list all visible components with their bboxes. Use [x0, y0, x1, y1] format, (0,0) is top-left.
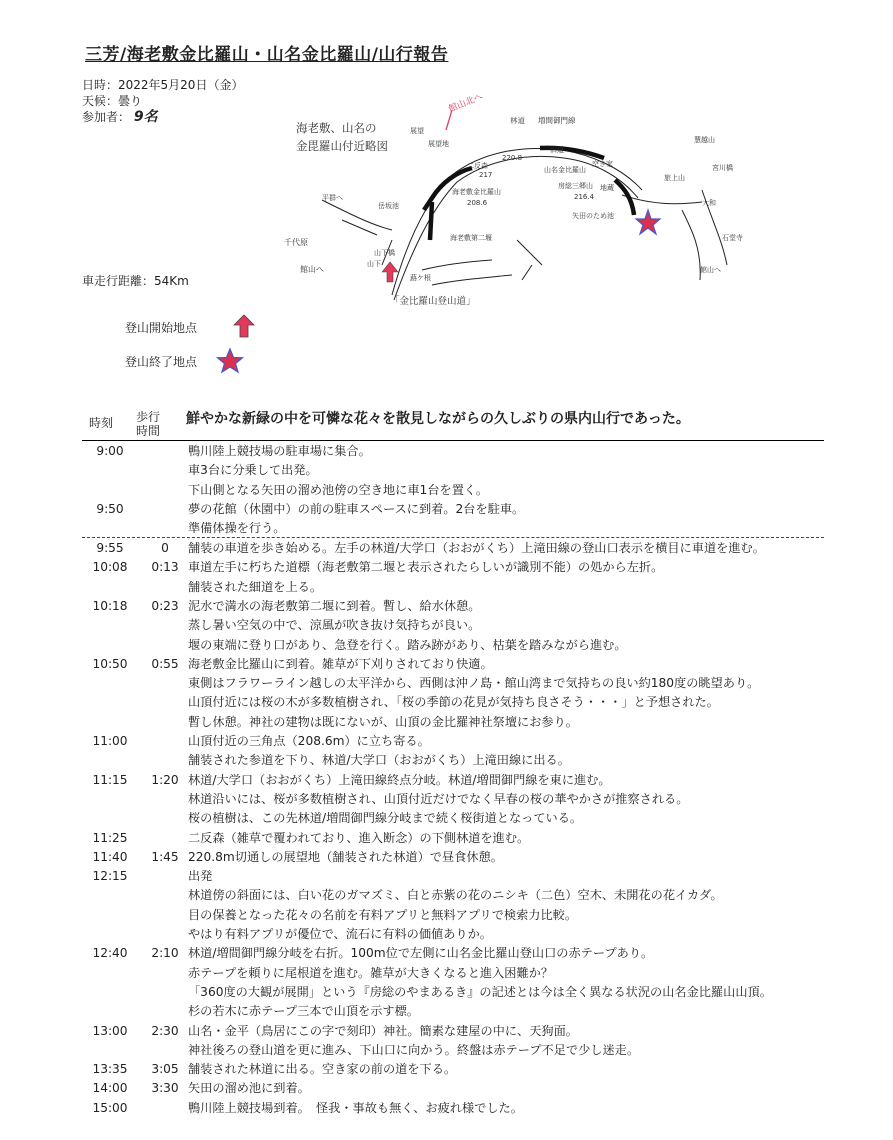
date: 日時：2022年5月20日（金） — [82, 78, 244, 92]
map-label: 二反森 — [467, 162, 488, 170]
table-row — [80, 963, 840, 983]
row-time: 10:50 — [92, 656, 128, 671]
lead-sentence: 鮮やかな新緑の中を可憐な花々を散見しながらの久しぶりの県内山行であった。 — [186, 411, 690, 427]
map-label: 館山へ — [700, 266, 721, 274]
row-time: 11:15 — [92, 772, 128, 787]
map-caption: 「金比羅山登山道」 — [390, 296, 476, 307]
table-row — [80, 828, 840, 848]
table-row — [80, 692, 840, 712]
map-label: 216.4 — [574, 193, 595, 201]
row-description: 海老敷金比羅山に到着。雑草が下刈りされており快適。 — [188, 656, 493, 671]
end-star-icon — [216, 347, 244, 374]
table-row — [80, 847, 840, 867]
table-row — [80, 885, 840, 905]
map-label: 山下 — [367, 260, 381, 268]
map-title-line1: 海老敷、山名の — [296, 121, 377, 135]
row-description: 林道/増間御門線分岐を右折。100m位で左側に山名金比羅山登山口の赤テープあり。 — [188, 946, 654, 961]
map-label: 208.6 — [467, 199, 488, 207]
row-time: 10:08 — [92, 560, 128, 575]
row-description: 矢田の溜め池に到着。 — [188, 1081, 310, 1096]
row-time: 11:40 — [92, 849, 128, 864]
table-row — [80, 905, 840, 925]
row-description: 杉の若木に赤テープ三本で山頂を示す標。 — [188, 1004, 419, 1019]
table-row — [80, 943, 840, 963]
map-label: 海老敷第二堰 — [450, 234, 492, 242]
row-description: やはり有料アプリが優位で、流石に有料の価値ありか。 — [188, 927, 492, 941]
row-description: 林道傍の斜面には、白い花のガマズミ、白と赤紫の花のニシキ（二色）空木、未開花の花イカダ。 — [188, 888, 723, 903]
table-row — [80, 635, 840, 655]
legend-start-label: 登山開始地点 — [125, 321, 198, 335]
row-walk-time: 3:30 — [151, 1081, 179, 1096]
table-row — [80, 1098, 840, 1118]
row-description: 山名・金平（鳥居にこの字で刻印）神社。簡素な建屋の中に、天狗面。 — [188, 1023, 578, 1038]
row-description: 暫し休憩。神社の建物は既にないが、山頂の金比羅神社祭壇にお参り。 — [188, 714, 578, 729]
map-label: 旧道 — [550, 146, 564, 154]
row-description: 車道左手に朽ちた道標（海老敷第二堰と表示されたらしいが識別不能）の処から左折。 — [188, 560, 664, 575]
map-label: 217 — [479, 171, 493, 179]
start-arrow-icon — [232, 313, 256, 339]
row-description: 出発 — [188, 869, 213, 884]
table-row — [80, 577, 840, 597]
row-description: 山頂付近には桜の木が多数植樹され、「桜の季節の花見が気持ち良さそう・・・」と予想された。 — [188, 695, 719, 710]
table-row — [80, 982, 840, 1002]
table-row — [80, 615, 840, 635]
row-description: 鴨川陸上競技場到着。 怪我・事故も無く、お疲れ様でした。 — [188, 1100, 523, 1115]
row-description: 泥水で満水の海老敷第二堰に到着。暫し、給水休憩。 — [188, 598, 481, 613]
map-label: 空き家 — [592, 160, 613, 168]
map-label: 大和 — [702, 199, 716, 207]
map-label: 地蔵 — [600, 184, 614, 192]
report-title: 三芳/海老敷金比羅山・山名金比羅山/山行報告 — [85, 45, 449, 65]
map-label: 旅上山 — [664, 174, 685, 182]
row-time: 9:00 — [96, 444, 124, 458]
row-time: 15:00 — [92, 1100, 128, 1115]
row-walk-time: 0:55 — [151, 656, 179, 671]
row-time: 13:35 — [92, 1062, 128, 1077]
table-row — [80, 731, 840, 751]
map-label: 増間御門線 — [538, 116, 576, 125]
map-label: 山下橋 — [374, 249, 395, 257]
col-walk-header-line1: 歩行 — [135, 410, 160, 424]
col-walk-header-line2: 時間 — [135, 424, 160, 438]
map-label: 宮川橋 — [712, 164, 733, 172]
table-row — [80, 750, 840, 770]
map-label: 千代原 — [284, 238, 308, 247]
map-label: 海老敷金比羅山 — [452, 188, 501, 196]
row-walk-time: 0:13 — [151, 560, 179, 575]
map-label: 蕗ケ根 — [410, 274, 431, 282]
row-walk-time: 0 — [161, 541, 169, 555]
table-row — [80, 499, 840, 519]
row-description: 準備体操を行う。 — [188, 521, 286, 536]
table-row — [80, 1059, 840, 1079]
row-time: 11:25 — [92, 830, 128, 845]
row-description: 下山側となる矢田の溜め池傍の空き地に車1台を置く。 — [188, 482, 489, 497]
row-description: 220.8m切通しの展望地（舗装された林道）で昼食休憩。 — [188, 849, 503, 864]
row-walk-time: 1:20 — [151, 772, 179, 787]
participants-value: 9名 — [133, 109, 158, 125]
table-row — [80, 557, 840, 577]
table-row — [80, 480, 840, 500]
map-label: 平群へ — [322, 194, 343, 202]
row-description: 目の保養となった花々の名前を有料アプリと無料アプリで検索力比較。 — [188, 907, 578, 922]
map-label: 展望 — [410, 127, 424, 135]
row-description: 蒸し暑い空気の中で、涼風が吹き抜け気持ちが良い。 — [188, 618, 481, 633]
table-row — [80, 924, 840, 944]
row-time: 12:40 — [92, 946, 128, 961]
table-row — [80, 1040, 840, 1060]
table-row — [80, 770, 840, 790]
table-row — [80, 673, 840, 693]
row-time: 13:00 — [92, 1023, 128, 1038]
row-walk-time: 2:10 — [151, 946, 179, 961]
row-description: 東側はフラワーライン越しの太平洋から、西側は沖ノ島・館山湾まで気持ちの良い約180度の眺望あり。 — [188, 676, 760, 691]
map-label: 山名金比羅山 — [544, 166, 586, 174]
map-label: 館山へ — [300, 265, 324, 274]
map-label: 展望地 — [428, 140, 449, 148]
row-description: 堰の東端に登り口があり、急登を行く。踏み跡があり、枯葉を踏みながら進む。 — [188, 637, 627, 652]
row-description: 鴨川陸上競技場の駐車場に集合。 — [188, 444, 371, 458]
row-description: 舗装された参道を下り、林道/大学口（おおがくち）上滝田線に出る。 — [188, 753, 570, 768]
map-label: 房総三郷山 — [558, 182, 593, 190]
col-walk-header — [130, 410, 166, 438]
table-row — [80, 538, 840, 558]
participants-label: 参加者： — [82, 110, 131, 124]
table-row — [80, 654, 840, 674]
row-walk-time: 1:45 — [151, 849, 179, 864]
row-description: 桜の植樹は、この先林道/増間御門線分岐まで続く桜街道となっている。 — [188, 811, 583, 826]
map-label: 石堂寺 — [722, 234, 743, 242]
row-walk-time: 0:23 — [151, 598, 179, 613]
map-label: 220.8 — [502, 154, 523, 162]
table-row — [80, 518, 840, 538]
row-description: 「360度の大観が展開」という『房総のやまあるき』の記述とは今は全く異なる状況の山名金比羅山山頂。 — [188, 984, 772, 999]
end-star-icon — [636, 210, 660, 234]
row-description: 赤テープを頼りに尾根道を進む。雑草が大きくなると進入困難か？ — [188, 965, 554, 980]
row-description: 林道/大学口（おおがくち）上滝田線終点分岐。林道/増間御門線を東に進む。 — [188, 772, 611, 787]
row-time: 9:55 — [96, 541, 124, 555]
map-label: 林道 — [510, 116, 525, 125]
map-title-line2: 金毘羅山付近略図 — [296, 139, 388, 153]
row-description: 舗装の車道を歩き始める。左手の林道/大学口（おおがくち）上滝田線の登山口表示を横目に車道を進む。 — [188, 541, 765, 555]
table-row — [80, 712, 840, 732]
table-row — [80, 1001, 840, 1021]
row-walk-time: 2:30 — [151, 1023, 179, 1038]
map-label-pink: 館山北へ — [447, 92, 485, 115]
table-row — [80, 460, 840, 480]
row-description: 車3台に分乗して出発。 — [188, 463, 318, 478]
map-label: 慧越山 — [694, 136, 715, 144]
table-row — [80, 441, 840, 461]
start-arrow-icon — [382, 262, 398, 282]
row-description: 山頂付近の三角点（208.6m）に立ち寄る。 — [188, 734, 430, 748]
row-time: 12:15 — [92, 869, 128, 884]
row-description: 林道沿いには、桜が多数植樹され、山頂付近だけでなく早春の桜の華やかさが推察される。 — [188, 791, 689, 806]
row-walk-time: 3:05 — [151, 1062, 179, 1077]
table-row — [80, 596, 840, 616]
weather: 天候：曇り — [82, 94, 143, 108]
row-time: 11:00 — [92, 734, 128, 748]
row-description: 夢の花館（休園中）の前の駐車スペースに到着。2台を駐車。 — [188, 501, 525, 516]
table-row — [80, 789, 840, 809]
row-time: 9:50 — [96, 501, 124, 516]
col-time-header: 時刻 — [88, 416, 113, 430]
row-time: 10:18 — [92, 598, 128, 613]
table-row — [80, 1078, 840, 1098]
table-row — [80, 808, 840, 828]
legend-end-label: 登山終了地点 — [125, 355, 198, 369]
row-description: 二反森（雑草で覆われており、進入断念）の下側林道を進む。 — [188, 830, 530, 845]
map-label: 岳坂池 — [378, 202, 399, 210]
participants — [82, 109, 158, 125]
map-label: 矢田のため池 — [572, 212, 614, 220]
car-distance: 車走行距離：54Km — [82, 274, 189, 288]
table-row — [80, 1021, 840, 1041]
table-row — [80, 866, 840, 886]
row-description: 舗装された細道を上る。 — [188, 579, 323, 594]
row-description: 舗装された林道に出る。空き家の前の道を下る。 — [188, 1062, 457, 1077]
row-time: 14:00 — [92, 1081, 128, 1096]
row-description: 神社後ろの登山道を更に進み、下山口に向かう。終盤は赤テープ不足で少し迷走。 — [188, 1042, 640, 1057]
route-map — [282, 90, 752, 315]
